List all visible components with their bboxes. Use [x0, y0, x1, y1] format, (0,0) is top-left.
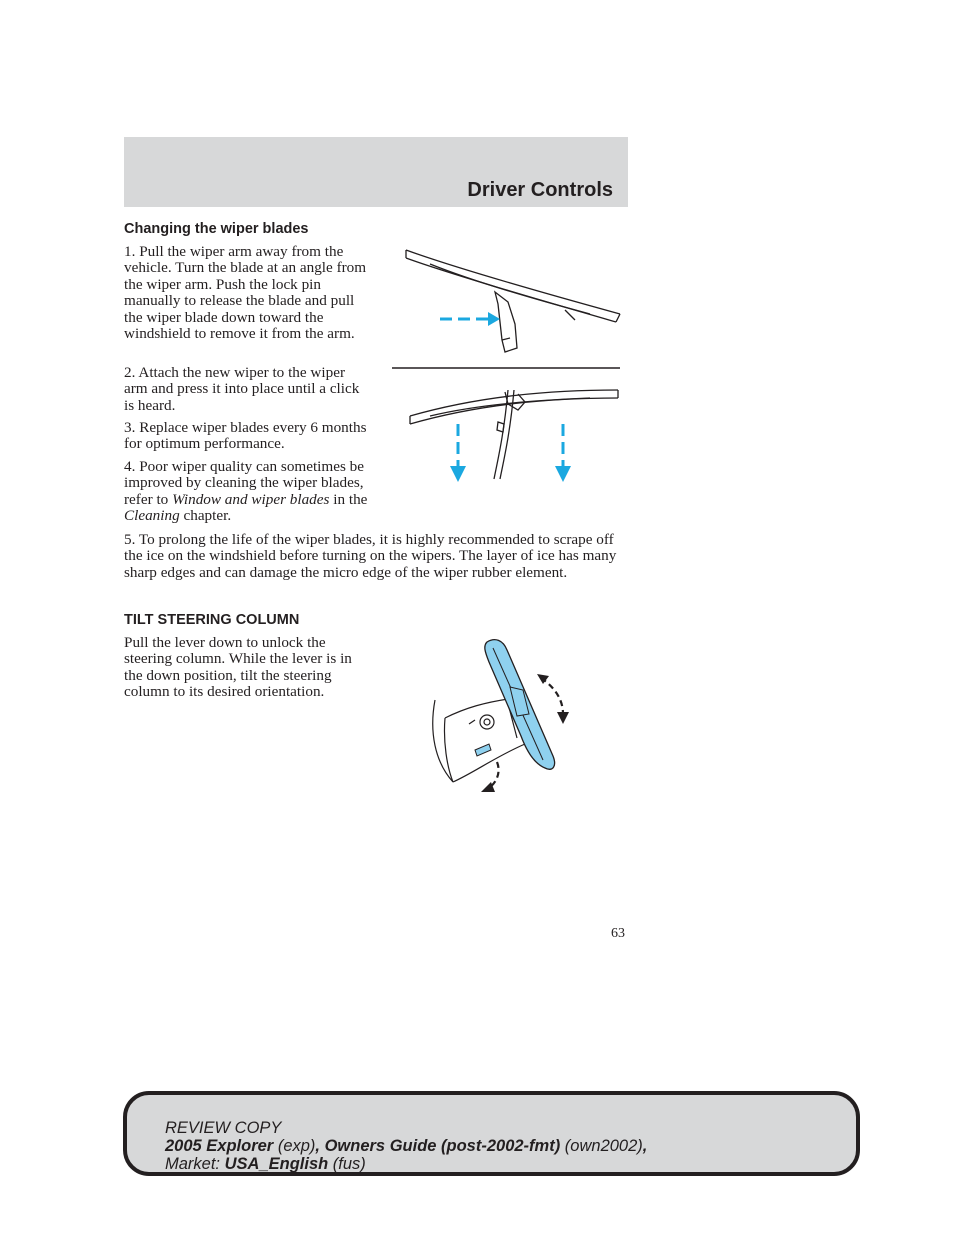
tilt-body: Pull the lever down to unlock the steering column. While the lever is in the down position, tilt the steering column to its desired orientation. [124, 634, 352, 701]
wiper-step-4-text-3: chapter. [179, 507, 232, 525]
header-band [124, 137, 628, 207]
footer-comma: , [642, 1137, 648, 1155]
wiper-blade-removal-drawing [406, 250, 620, 352]
market-code: (fus) [328, 1155, 366, 1173]
tilt-arrow [537, 674, 569, 724]
review-copy-label: REVIEW COPY [165, 1119, 282, 1137]
footer-text [165, 1119, 647, 1173]
wiper-step-1: 1. Pull the wiper arm away from the vehicle. Turn the blade at an angle from the wiper arm. Push the lock pin manually to release the blade and pull the wiper blade down toward the windshield to remove it from the arm. [124, 243, 367, 343]
wiper-heading: Changing the wiper blades [124, 221, 309, 237]
lever-arrow [481, 762, 499, 792]
tilt-heading: TILT STEERING COLUMN [124, 612, 300, 628]
footer-line-2 [165, 1137, 647, 1155]
page-number: 63 [611, 926, 625, 941]
push-arrow [440, 312, 500, 326]
tilt-steering-illustration [425, 632, 575, 802]
down-arrow-left [450, 424, 466, 482]
guide-code: (own2002) [560, 1137, 643, 1155]
wiper-step-4-text: 4. Poor wiper quality can sometimes be improved by cleaning the wiper blades, refer to [124, 458, 364, 508]
section-title: Driver Controls [467, 179, 613, 201]
wiper-step-2: 2. Attach the new wiper to the wiper arm and press it into place until a click is heard. [124, 364, 360, 414]
model-name: 2005 Explorer [165, 1137, 274, 1155]
wiper-step-3: 3. Replace wiper blades every 6 months for optimum performance. [124, 419, 367, 453]
wiper-blade-install-drawing [410, 390, 618, 479]
market-label: Market: [165, 1155, 225, 1173]
down-arrow-right [555, 424, 571, 482]
guide-name: , Owners Guide (post-2002-fmt) [315, 1137, 561, 1155]
market-name: USA_English [224, 1155, 329, 1173]
wiper-step-4-text-2: in the [329, 490, 368, 508]
review-copy-footer [123, 1091, 860, 1176]
footer-line-3 [165, 1155, 647, 1173]
tilt-lever [475, 744, 491, 756]
wiper-step-5: 5. To prolong the life of the wiper blades, it is highly recommended to scrape off the ice on the windshield before turning on the wipers. The layer of ice has many sharp edges and can damage the micro edge of the wiper rubber element. [124, 531, 617, 581]
steering-wheel [485, 640, 555, 770]
window-wiper-reference: Window and wiper blades [172, 490, 330, 508]
wiper-step-4 [124, 459, 376, 525]
model-code: (exp) [273, 1137, 316, 1155]
wiper-blade-illustration [390, 244, 630, 489]
cleaning-reference: Cleaning [124, 507, 180, 525]
